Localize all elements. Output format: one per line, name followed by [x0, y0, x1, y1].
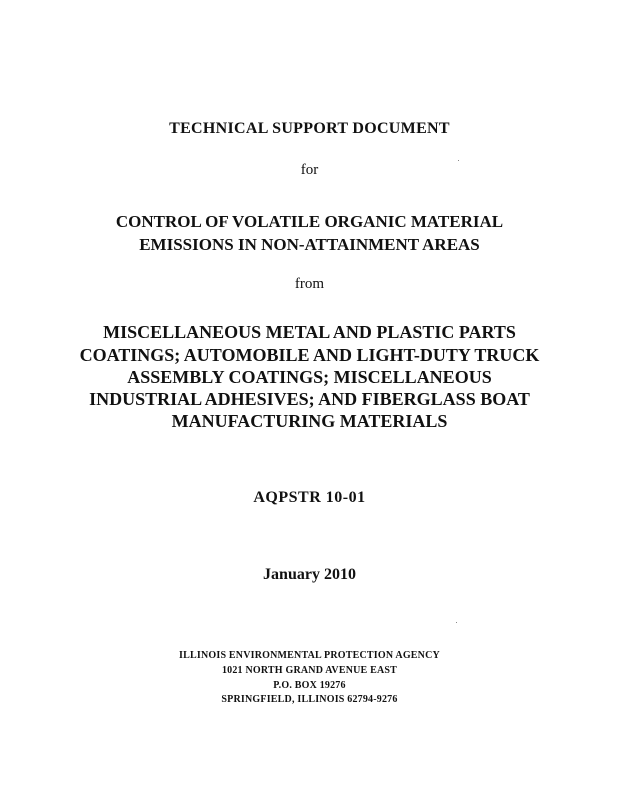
- agency-name: ILLINOIS ENVIRONMENTAL PROTECTION AGENCY: [179, 650, 440, 661]
- document-title: TECHNICAL SUPPORT DOCUMENT: [169, 120, 450, 137]
- agency-city-state-zip: SPRINGFIELD, ILLINOIS 62794-9276: [221, 694, 398, 705]
- control-heading-line: CONTROL OF VOLATILE ORGANIC MATERIAL: [115, 212, 504, 231]
- from-text: from: [294, 276, 325, 292]
- source-category-line: MISCELLANEOUS METAL AND PLASTIC PARTS: [103, 322, 516, 342]
- source-category-line: ASSEMBLY COATINGS; MISCELLANEOUS: [127, 367, 492, 387]
- scan-speck: [456, 622, 457, 623]
- agency-po-box: P.O. BOX 19276: [273, 680, 346, 691]
- agency-street-address: 1021 NORTH GRAND AVENUE EAST: [221, 665, 398, 676]
- report-number: AQPSTR 10-01: [253, 489, 366, 506]
- source-category-line: COATINGS; AUTOMOBILE AND LIGHT-DUTY TRUCK: [79, 345, 540, 365]
- for-text: for: [300, 162, 319, 178]
- publication-date: January 2010: [263, 566, 356, 583]
- source-category-line: MANUFACTURING MATERIALS: [171, 411, 448, 431]
- source-category-line: INDUSTRIAL ADHESIVES; AND FIBERGLASS BOAT: [89, 389, 530, 409]
- control-heading-line: EMISSIONS IN NON-ATTAINMENT AREAS: [139, 235, 480, 254]
- scan-speck: [458, 160, 459, 161]
